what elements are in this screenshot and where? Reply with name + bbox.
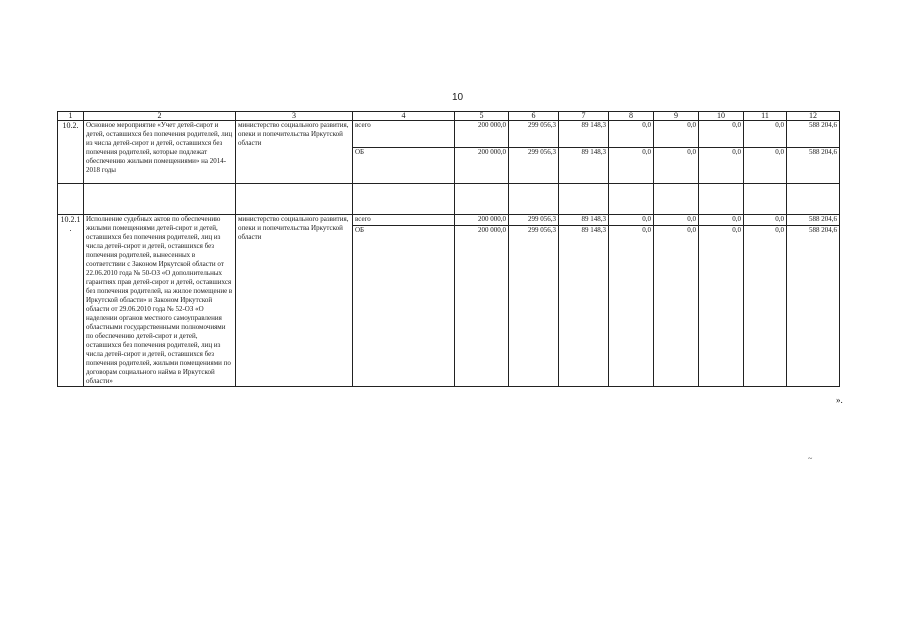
value-cell: 0,0: [609, 121, 654, 148]
value-cell: 0,0: [744, 215, 787, 226]
value-cell: 0,0: [654, 121, 699, 148]
row-code: 10.2.: [58, 121, 84, 184]
value-cell: 299 056,3: [509, 226, 559, 387]
column-header: 2: [84, 112, 236, 121]
corner-mark: ~: [808, 454, 813, 463]
value-cell: 588 204,6: [787, 215, 840, 226]
column-header: 6: [509, 112, 559, 121]
column-header: 4: [353, 112, 455, 121]
table-row: [58, 215, 840, 226]
table-row: [58, 121, 840, 148]
value-cell: 0,0: [609, 148, 654, 184]
program-table: [57, 111, 840, 387]
column-header: 12: [787, 112, 840, 121]
funding-source: всего: [353, 121, 455, 148]
column-header: 9: [654, 112, 699, 121]
column-header: 5: [455, 112, 509, 121]
value-cell: 89 148,3: [559, 121, 609, 148]
column-header: 1: [58, 112, 84, 121]
row-executor: министерство социального развития, опеки и попечительства Иркутской области: [236, 215, 353, 387]
value-cell: 89 148,3: [559, 215, 609, 226]
value-cell: 588 204,6: [787, 148, 840, 184]
value-cell: 588 204,6: [787, 121, 840, 148]
funding-source: всего: [353, 215, 455, 226]
value-cell: 0,0: [654, 148, 699, 184]
page-number: 10: [452, 92, 464, 103]
column-header: 7: [559, 112, 609, 121]
column-header: 10: [699, 112, 744, 121]
value-cell: 0,0: [699, 148, 744, 184]
value-cell: 0,0: [744, 226, 787, 387]
value-cell: 299 056,3: [509, 215, 559, 226]
value-cell: 200 000,0: [455, 121, 509, 148]
value-cell: 588 204,6: [787, 226, 840, 387]
value-cell: 0,0: [744, 148, 787, 184]
value-cell: 299 056,3: [509, 148, 559, 184]
value-cell: 200 000,0: [455, 215, 509, 226]
row-description: Исполнение судебных актов по обеспечению жилыми помещениями детей-сирот и детей, оставшихся без попечения родителей, лиц из числа детей-сирот и детей, оставшихся без попечения родителей, вынесенных в соответствии с Законом Иркутской области от 22.06.2010 года № 50-ОЗ «О дополнительных гарантиях прав детей-сирот и детей, оставшихся без попечения родителей, на жилое помещение в Иркутской области» и Законом Иркутской области от 29.06.2010 года № 52-ОЗ «О наделении органов местного самоуправления областными государственными полномочиями по обеспечению детей-сирот и детей, оставшихся без попечения родителей, лиц из числа детей-сирот и детей, оставшихся без попечения родителей, жилыми помещениями по договорам социального найма в Иркутской области»: [84, 215, 236, 387]
row-executor: министерство социального развития, опеки и попечительства Иркутской области: [236, 121, 353, 184]
column-header: 3: [236, 112, 353, 121]
value-cell: 200 000,0: [455, 226, 509, 387]
value-cell: 0,0: [699, 226, 744, 387]
funding-source: ОБ: [353, 226, 455, 387]
value-cell: 89 148,3: [559, 226, 609, 387]
column-header: 11: [744, 112, 787, 121]
value-cell: 200 000,0: [455, 148, 509, 184]
value-cell: 0,0: [609, 215, 654, 226]
value-cell: 0,0: [699, 121, 744, 148]
spacer-row: [58, 184, 840, 215]
value-cell: 0,0: [609, 226, 654, 387]
column-header: 8: [609, 112, 654, 121]
value-cell: 0,0: [654, 226, 699, 387]
value-cell: 299 056,3: [509, 121, 559, 148]
value-cell: 0,0: [654, 215, 699, 226]
row-code: 10.2.1.: [58, 215, 84, 387]
value-cell: 0,0: [744, 121, 787, 148]
column-number-row: [58, 112, 840, 121]
value-cell: 89 148,3: [559, 148, 609, 184]
closing-quote-mark: ».: [836, 395, 843, 405]
row-description: Основное мероприятие «Учет детей-сирот и детей, оставшихся без попечения родителей, лиц из числа детей-сирот и детей, оставшихся без попечения родителей, которые подлежат обеспечению жилыми помещениями» на 2014-2018 годы: [84, 121, 236, 184]
funding-source: ОБ: [353, 148, 455, 184]
value-cell: 0,0: [699, 215, 744, 226]
